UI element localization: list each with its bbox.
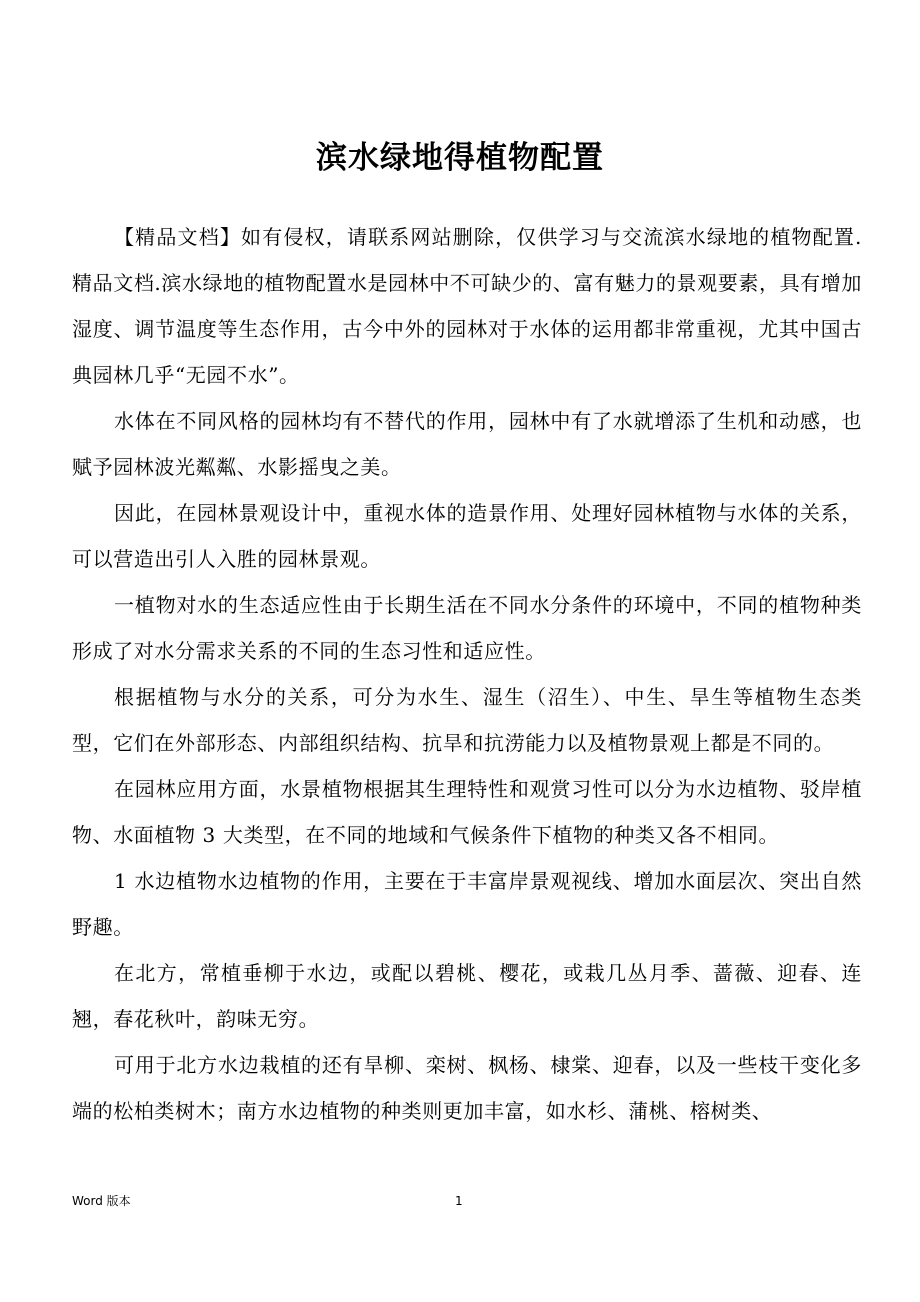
paragraph: 因此，在园林景观设计中，重视水体的造景作用、处理好园林植物与水体的关系，可以营造出引人入胜的园林景观。: [72, 501, 862, 571]
paragraph: 【精品文档】如有侵权，请联系网站删除，仅供学习与交流滨水绿地的植物配置.精品文档.滨水绿地的植物配置水是园林中不可缺少的、富有魅力的景观要素，具有增加湿度、调节温度等生态作用，古今中外的园林对于水体的运用都非常重视，尤其中国古典园林几乎“无园不水”。: [72, 225, 862, 387]
document-title: 滨水绿地得植物配置: [316, 140, 604, 176]
paragraph: 水体在不同风格的园林均有不替代的作用，园林中有了水就增添了生机和动感，也赋予园林波光粼粼、水影摇曳之美。: [72, 409, 862, 479]
footer-version-label: Word 版本: [72, 1194, 131, 1208]
paragraph: 在园林应用方面，水景植物根据其生理特性和观赏习性可以分为水边植物、驳岸植物、水面植物 3 大类型，在不同的地域和气候条件下植物的种类又各不相同。: [72, 777, 862, 847]
paragraph: 一植物对水的生态适应性由于长期生活在不同水分条件的环境中，不同的植物种类形成了对水分需求关系的不同的生态习性和适应性。: [72, 593, 862, 663]
paragraph: 1 水边植物水边植物的作用，主要在于丰富岸景观视线、增加水面层次、突出自然野趣。: [72, 869, 862, 939]
footer-page-number: 1: [455, 1194, 463, 1208]
document-body: [72, 214, 862, 1134]
paragraph: 在北方，常植垂柳于水边，或配以碧桃、樱花，或栽几丛月季、蔷薇、迎春、连翘，春花秋叶，韵味无穷。: [72, 961, 862, 1031]
paragraph: 根据植物与水分的关系，可分为水生、湿生（沼生）、中生、旱生等植物生态类型，它们在外部形态、内部组织结构、抗旱和抗涝能力以及植物景观上都是不同的。: [72, 685, 862, 755]
paragraph: 可用于北方水边栽植的还有旱柳、栾树、枫杨、棣棠、迎春，以及一些枝干变化多端的松柏类树木；南方水边植物的种类则更加丰富，如水杉、蒲桃、榕树类、: [72, 1053, 862, 1123]
